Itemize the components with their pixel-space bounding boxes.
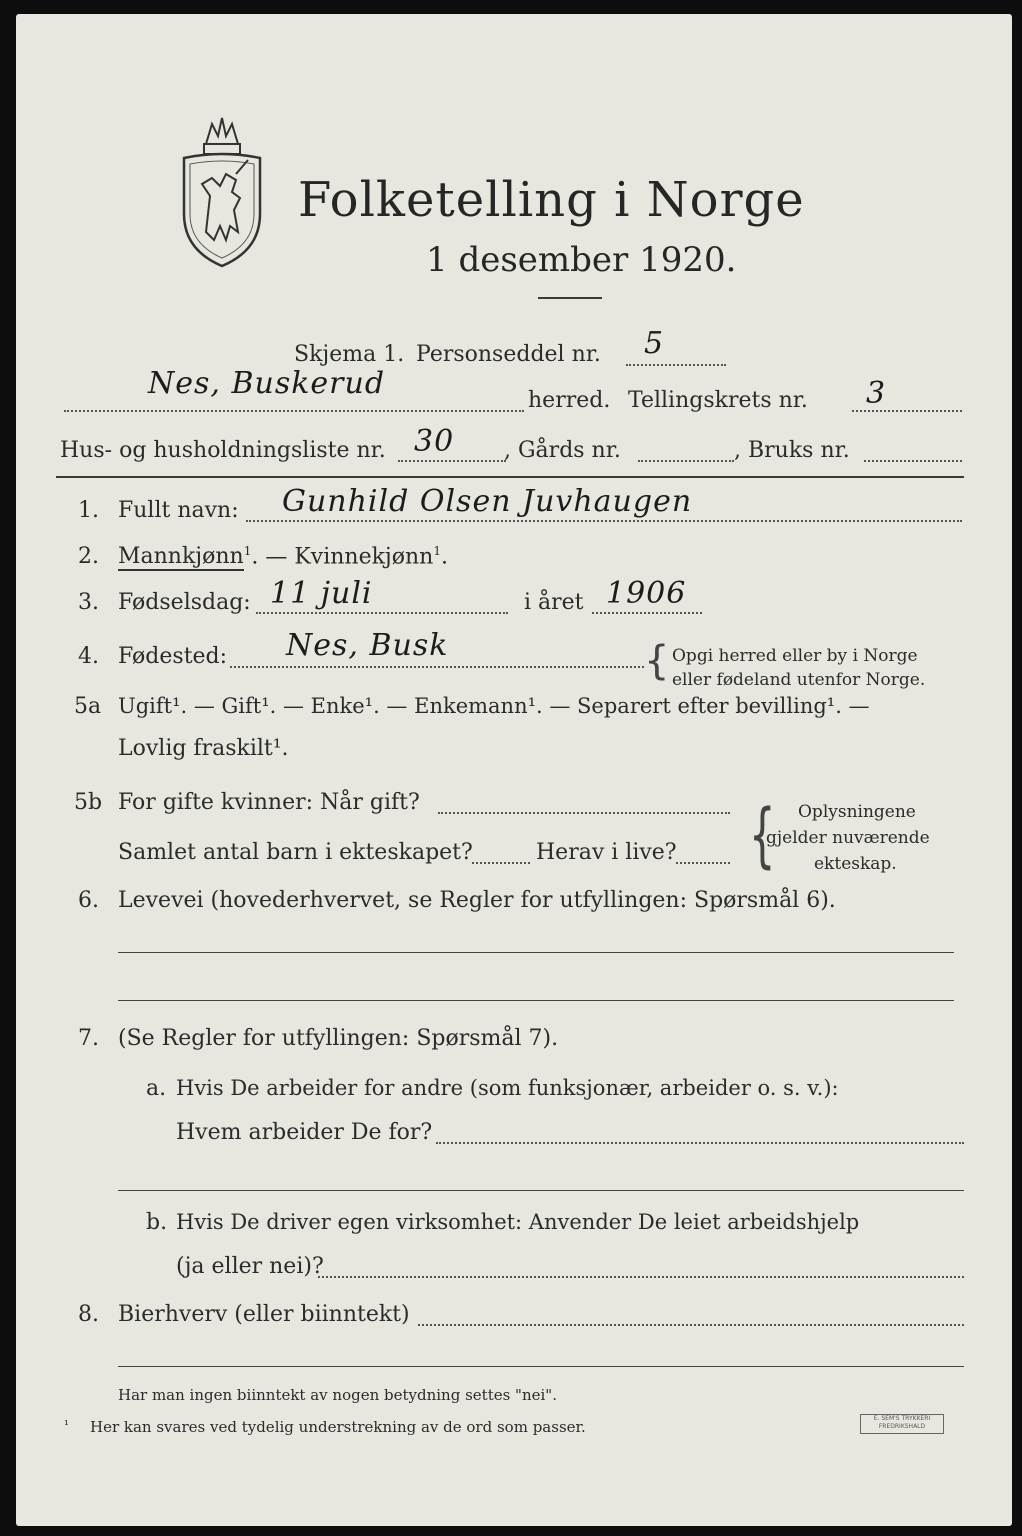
q5b-note-3: ekteskap. — [814, 854, 897, 874]
q1-value: Gunhild Olsen Juvhaugen — [282, 484, 693, 519]
q6-answer-line-1 — [118, 952, 954, 953]
skjema-label: Skjema 1. — [294, 342, 405, 367]
q4-value: Nes, Busk — [286, 628, 449, 663]
q1-label: Fullt navn: — [118, 498, 239, 523]
q6-number: 6. — [78, 888, 99, 913]
q1-line — [246, 520, 962, 522]
personseddel-label: Personseddel nr. — [416, 342, 601, 367]
q3-label: Fødselsdag: — [118, 590, 251, 615]
q4-note-1: Opgi herred eller by i Norge — [672, 646, 918, 666]
gards-label: , Gårds nr. — [504, 438, 621, 463]
footnote: Her kan svares ved tydelig understrekning av de ord som passer. — [90, 1418, 586, 1436]
q7-label: (Se Regler for utfyllingen: Spørsmål 7). — [118, 1026, 559, 1051]
q8-number: 8. — [78, 1302, 99, 1327]
coat-of-arms-icon — [176, 114, 268, 270]
tellingskrets-value: 3 — [866, 376, 887, 411]
title-divider — [538, 297, 602, 299]
q2-mannkjonn-underlined: Mannkjønn — [118, 544, 244, 570]
q5b-label-3: Herav i live? — [536, 840, 677, 865]
herred-value: Nes, Buskerud — [148, 366, 386, 401]
herred-line — [64, 410, 524, 412]
q3-number: 3. — [78, 590, 99, 615]
header-divider — [56, 476, 964, 478]
q5b-line-2 — [472, 862, 530, 864]
q7-number: 7. — [78, 1026, 99, 1051]
q5b-label-2: Samlet antal barn i ekteskapet? — [118, 840, 473, 865]
q4-label: Fødested: — [118, 644, 228, 669]
husliste-line — [398, 460, 506, 462]
q5b-brace: { — [748, 794, 776, 876]
q2-label: Mannkjønn$^1$. — Kvinnekjønn$^1$. — [118, 544, 448, 570]
q8-answer-line — [118, 1366, 964, 1367]
q3-year-value: 1906 — [606, 576, 687, 611]
q2-number: 2. — [78, 544, 99, 569]
tellingskrets-label: Tellingskrets nr. — [628, 388, 808, 413]
q7a-line — [436, 1142, 964, 1144]
q5a-label-2: Lovlig fraskilt¹. — [118, 736, 289, 761]
q7b-line — [318, 1276, 964, 1278]
q5b-line-3 — [676, 862, 730, 864]
q4-brace: { — [644, 638, 670, 684]
q3-line — [256, 612, 508, 614]
q6-label: Levevei (hovederhvervet, se Regler for utfyllingen: Spørsmål 6). — [118, 888, 836, 913]
q7a-answer-line — [118, 1190, 964, 1191]
q8-line — [418, 1324, 964, 1326]
q7b-letter: b. — [146, 1210, 168, 1235]
q3-year-line — [592, 612, 702, 614]
page-title: Folketelling i Norge — [298, 172, 805, 228]
husliste-value: 30 — [414, 424, 455, 459]
bruks-label: , Bruks nr. — [734, 438, 850, 463]
biinntekt-note: Har man ingen biinntekt av nogen betydning settes "nei". — [118, 1386, 557, 1404]
q3-year-label: i året — [524, 590, 584, 615]
q5b-label: For gifte kvinner: Når gift? — [118, 790, 420, 815]
q5b-note-1: Oplysningene — [798, 802, 916, 822]
q5a-number: 5a — [74, 694, 102, 719]
q7a-label: Hvis De arbeider for andre (som funksjonær, arbeider o. s. v.): — [176, 1076, 839, 1100]
q4-number: 4. — [78, 644, 99, 669]
q7b-label: Hvis De driver egen virksomhet: Anvender De leiet arbeidshjelp — [176, 1210, 860, 1234]
q5b-line-1 — [438, 812, 730, 814]
footnote-mark: ¹ — [64, 1418, 69, 1432]
q4-note-2: eller fødeland utenfor Norge. — [672, 670, 926, 690]
q5b-number: 5b — [74, 790, 103, 815]
husliste-label: Hus- og husholdningsliste nr. — [60, 438, 386, 463]
q3-value: 11 juli — [270, 576, 373, 611]
personseddel-line — [626, 364, 726, 366]
q7a-letter: a. — [146, 1076, 167, 1101]
q5b-note-2: gjelder nuværende — [766, 828, 930, 848]
gards-line — [638, 460, 734, 462]
q1-number: 1. — [78, 498, 99, 523]
q5a-label: Ugift¹. — Gift¹. — Enke¹. — Enkemann¹. — Separert efter bevilling¹. — — [118, 694, 870, 718]
q8-label: Bierhverv (eller biinntekt) — [118, 1302, 410, 1327]
printer-stamp: E. SEM'S TRYKKERI FREDRIKSHALD — [860, 1414, 944, 1434]
q6-answer-line-2 — [118, 1000, 954, 1001]
q2-kvinnekjonn: . — Kvinnekjønn — [251, 544, 434, 570]
herred-label: herred. — [528, 388, 611, 413]
census-date: 1 desember 1920. — [426, 240, 737, 280]
census-form-page — [16, 14, 1012, 1526]
bruks-line — [864, 460, 962, 462]
q4-line — [230, 666, 644, 668]
q7b-label-2: (ja eller nei)? — [176, 1254, 324, 1279]
personseddel-value: 5 — [644, 326, 665, 361]
q7a-label-2: Hvem arbeider De for? — [176, 1120, 433, 1145]
